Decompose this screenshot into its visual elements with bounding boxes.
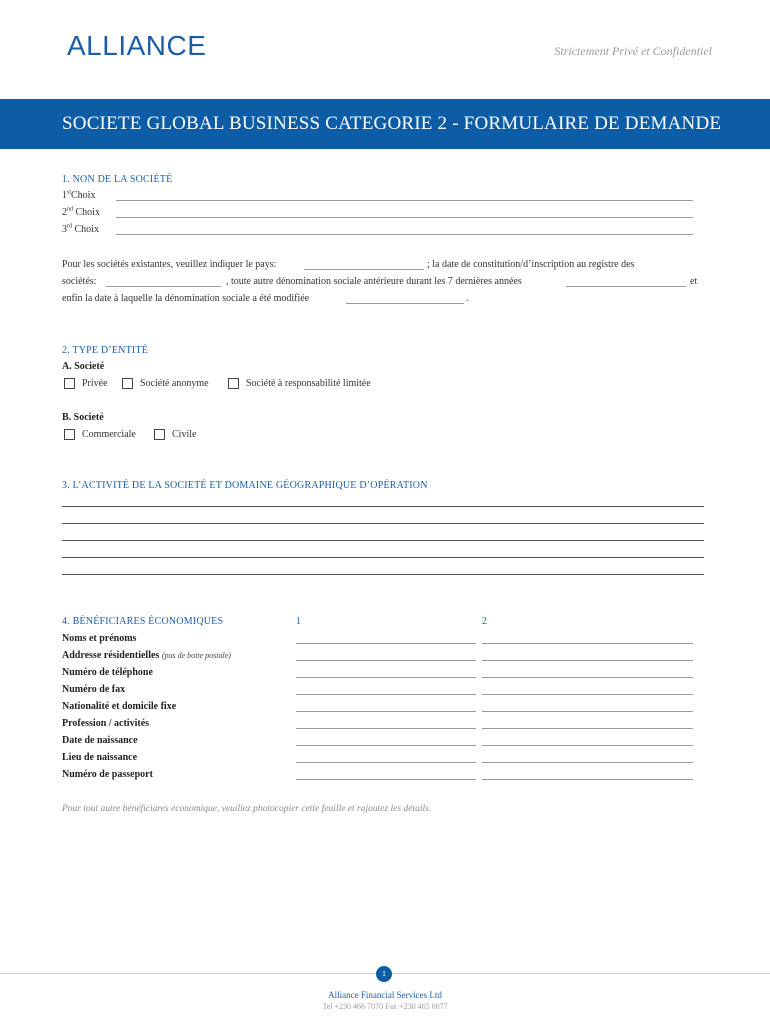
choice-2-field[interactable] — [116, 217, 693, 218]
sarl-checkbox[interactable] — [228, 378, 239, 389]
fax-field-1[interactable] — [296, 694, 476, 695]
privee-label: Privée — [82, 378, 108, 389]
row-label-date-naissance: Date de naissance — [62, 735, 138, 746]
choice-2-label: 2nd Choix — [62, 206, 100, 218]
adresse-field-1[interactable] — [296, 660, 476, 661]
row-label-passeport: Numéro de passeport — [62, 769, 153, 780]
confidential-label: Strictement Privé et Confidentiel — [554, 44, 712, 58]
passeport-field-1[interactable] — [296, 779, 476, 780]
section-2-heading: 2. TYPE D’ENTITÉ — [62, 345, 149, 356]
noms-field-1[interactable] — [296, 643, 476, 644]
row-label-noms: Noms et prénoms — [62, 633, 137, 644]
profession-field-2[interactable] — [482, 728, 693, 729]
existing-para-line1b: ; la date de constitution/d’inscription au registre des — [427, 259, 635, 270]
sarl-label: Société à responsabilité limitée — [246, 378, 371, 389]
existing-para-line2: sociétés: — [62, 276, 97, 287]
row-label-fax: Numéro de fax — [62, 684, 126, 695]
activity-line-5[interactable] — [62, 574, 704, 575]
civile-checkbox[interactable] — [154, 429, 165, 440]
former-name-field[interactable] — [566, 286, 686, 287]
adresse-field-2[interactable] — [482, 660, 693, 661]
nationalite-field-2[interactable] — [482, 711, 693, 712]
page-title: SOCIETE GLOBAL BUSINESS CATEGORIE 2 - FORMULAIRE DE DEMANDE — [62, 113, 722, 134]
row-label-adresse: Addresse résidentielles (pas de boite postale) — [62, 650, 231, 661]
commerciale-label: Commerciale — [82, 429, 136, 440]
section-4-heading: 4. BÉNÉFICIARES ÉCONOMIQUES — [62, 616, 224, 627]
entity-a-label: A. Societé — [62, 361, 105, 372]
photocopy-note: Pour tout autre bénéficiares économique, veuillez photocopier cette feuille et rajoutez les détails. — [62, 804, 432, 814]
activity-line-1[interactable] — [62, 506, 704, 507]
activity-line-4[interactable] — [62, 557, 704, 558]
choice-3-field[interactable] — [116, 234, 693, 235]
date-naissance-field-1[interactable] — [296, 745, 476, 746]
row-label-telephone: Numéro de téléphone — [62, 667, 153, 678]
activity-line-2[interactable] — [62, 523, 704, 524]
country-field[interactable] — [304, 269, 424, 270]
choice-3-label: 3rd Choix — [62, 223, 99, 235]
footer-company: Alliance Financial Services Ltd — [328, 990, 442, 1000]
societe-anonyme-label: Société anonyme — [140, 378, 209, 389]
existing-para-line2b: , toute autre dénomination sociale antérieure durant les 7 dernières années — [226, 276, 522, 287]
row-label-nationalite: Nationalité et domicile fixe — [62, 701, 177, 712]
choice-1-field[interactable] — [116, 200, 693, 201]
nationalite-field-1[interactable] — [296, 711, 476, 712]
beneficiary-col-1: 1 — [296, 616, 302, 627]
societe-anonyme-checkbox[interactable] — [122, 378, 133, 389]
registration-date-field[interactable] — [106, 286, 221, 287]
commerciale-checkbox[interactable] — [64, 429, 75, 440]
company-logo: ALLIANCE — [67, 30, 207, 61]
existing-para-line2c: et — [690, 276, 698, 287]
profession-field-1[interactable] — [296, 728, 476, 729]
choice-1-label: 1stChoix — [62, 189, 96, 201]
telephone-field-1[interactable] — [296, 677, 476, 678]
date-naissance-field-2[interactable] — [482, 745, 693, 746]
passeport-field-2[interactable] — [482, 779, 693, 780]
activity-line-3[interactable] — [62, 540, 704, 541]
telephone-field-2[interactable] — [482, 677, 693, 678]
existing-para-line1: Pour les sociétés existantes, veuillez indiquer le pays: — [62, 259, 277, 270]
lieu-naissance-field-1[interactable] — [296, 762, 476, 763]
noms-field-2[interactable] — [482, 643, 693, 644]
footer-contact: Tel +230 466 7070 Fax +230 465 0077 — [322, 1002, 448, 1011]
privee-checkbox[interactable] — [64, 378, 75, 389]
page-number: 1 — [376, 966, 392, 982]
fax-field-2[interactable] — [482, 694, 693, 695]
entity-b-label: B. Societé — [62, 412, 104, 423]
section-3-heading: 3. L’ACTIVITÉ DE LA SOCIETÉ ET DOMAINE GÉOGRAPHIQUE D’OPÉRATION — [62, 480, 428, 491]
lieu-naissance-field-2[interactable] — [482, 762, 693, 763]
beneficiary-col-2: 2 — [482, 616, 488, 627]
existing-para-line3b: . — [466, 293, 469, 304]
row-label-profession: Profession / activités — [62, 718, 150, 729]
section-1-heading: 1. NON DE LA SOCIÉTÉ — [62, 174, 173, 185]
name-change-date-field[interactable] — [346, 303, 464, 304]
civile-label: Civile — [172, 429, 197, 440]
row-label-lieu-naissance: Lieu de naissance — [62, 752, 138, 763]
existing-para-line3: enfin la date à laquelle la dénomination sociale a été modifiée — [62, 293, 310, 304]
